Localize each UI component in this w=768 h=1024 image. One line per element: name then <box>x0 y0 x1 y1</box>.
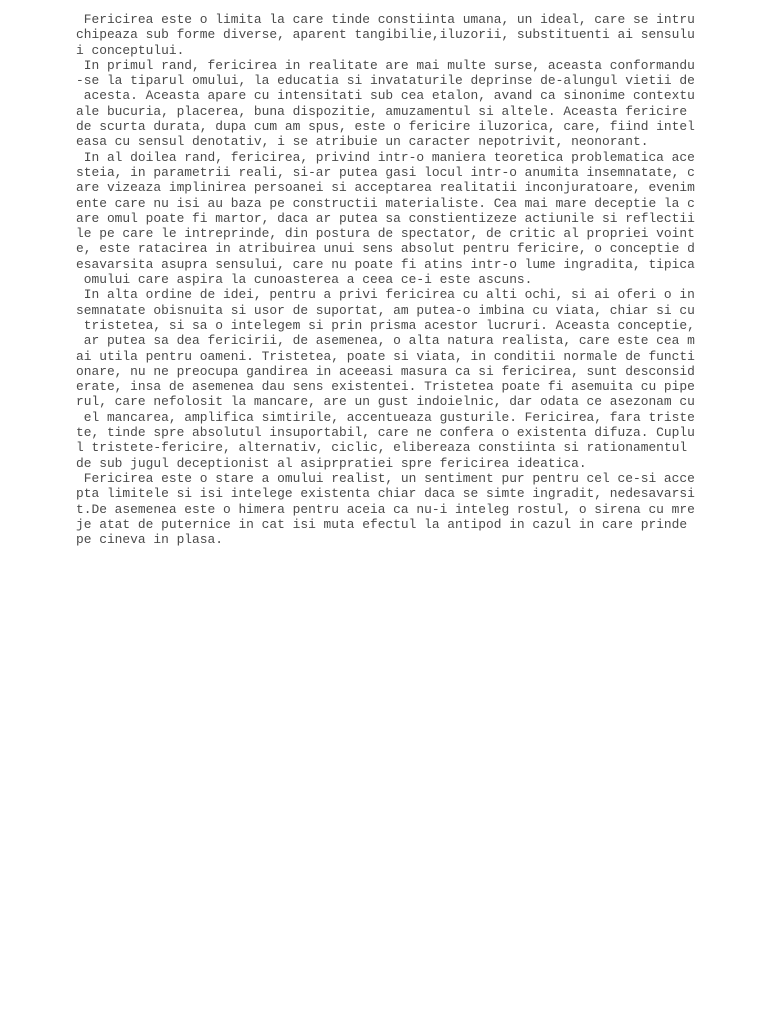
text-line: In al doilea rand, fericirea, privind intr-o maniera teoretica problematica ace <box>76 149 695 165</box>
text-line: are omul poate fi martor, daca ar putea sa constientizeze actiunile si reflectii <box>76 210 695 226</box>
text-line: pta limitele si isi intelege existenta chiar daca se simte ingradit, nedesavarsi <box>76 486 695 502</box>
text-line: de sub jugul deceptionist al asiprpratiei spre fericirea ideatica. <box>76 455 587 471</box>
text-line: el mancarea, amplifica simtirile, accentueaza gusturile. Fericirea, fara triste <box>76 409 695 425</box>
text-line: esavarsita asupra sensului, care nu poate fi atins intr-o lume ingradita, tipica <box>76 256 695 272</box>
text-line: ai utila pentru oameni. Tristetea, poate si viata, in conditii normale de functi <box>76 348 695 364</box>
text-line: pe cineva in plasa. <box>76 532 223 548</box>
text-line: semnatate obisnuita si usor de suportat, am putea-o imbina cu viata, chiar si cu <box>76 302 695 318</box>
text-line: rul, care nefolosit la mancare, are un gust indoielnic, dar odata ce asezonam cu <box>76 394 695 410</box>
text-line: are vizeaza implinirea persoanei si acceptarea realitatii inconjuratoare, evenim <box>76 180 695 196</box>
text-line: In primul rand, fericirea in realitate are mai multe surse, aceasta conformandu <box>76 57 695 73</box>
text-line: Fericirea este o stare a omului realist, un sentiment pur pentru cel ce-si acce <box>76 470 695 486</box>
text-line: l tristete-fericire, alternativ, ciclic, elibereaza constiinta si rationamentul <box>76 440 688 456</box>
text-line: ente care nu isi au baza pe constructii materialiste. Cea mai mare deceptie la c <box>76 195 695 211</box>
document-body <box>76 12 695 548</box>
text-line: je atat de puternice in cat isi muta efectul la antipod in cazul in care prinde <box>76 516 688 532</box>
text-line: de scurta durata, dupa cum am spus, este o fericire iluzorica, care, fiind intel <box>76 119 695 135</box>
text-line: acesta. Aceasta apare cu intensitati sub cea etalon, avand ca sinonime contextu <box>76 88 695 104</box>
text-line: easa cu sensul denotativ, i se atribuie un caracter nepotrivit, neonorant. <box>76 134 649 150</box>
text-line: omului care aspira la cunoasterea a ceea ce-i este ascuns. <box>76 272 533 288</box>
text-line: e, este ratacirea in atribuirea unui sens absolut pentru fericire, o conceptie d <box>76 241 695 257</box>
text-line: i conceptului. <box>76 42 185 58</box>
text-line: tristetea, si sa o intelegem si prin prisma acestor lucruri. Aceasta conceptie, <box>76 317 695 333</box>
text-line: chipeaza sub forme diverse, aparent tangibilie,iluzorii, substituenti ai sensulu <box>76 27 695 43</box>
text-line: In alta ordine de idei, pentru a privi fericirea cu alti ochi, si ai oferi o in <box>76 287 695 303</box>
text-line: erate, insa de asemenea dau sens existentei. Tristetea poate fi asemuita cu pipe <box>76 379 695 395</box>
text-line: -se la tiparul omului, la educatia si invataturile deprinse de-alungul vietii de <box>76 73 695 89</box>
text-line: steia, in parametrii reali, si-ar putea gasi locul intr-o anumita insemnatate, c <box>76 164 695 180</box>
text-line: Fericirea este o limita la care tinde constiinta umana, un ideal, care se intru <box>76 12 695 27</box>
text-line: te, tinde spre absolutul insuportabil, care ne confera o existenta difuza. Cuplu <box>76 425 695 441</box>
text-line: ar putea sa dea fericirii, de asemenea, o alta natura realista, care este cea m <box>76 333 695 349</box>
text-line: ale bucuria, placerea, buna dispozitie, amuzamentul si altele. Aceasta fericire <box>76 103 688 119</box>
text-line: t.De asemenea este o himera pentru aceia ca nu-i inteleg rostul, o sirena cu mre <box>76 501 695 517</box>
text-line: le pe care le intreprinde, din postura de spectator, de critic al propriei voint <box>76 226 695 242</box>
text-line: onare, nu ne preocupa gandirea in aceeasi masura ca si fericirea, sunt desconsid <box>76 363 695 379</box>
